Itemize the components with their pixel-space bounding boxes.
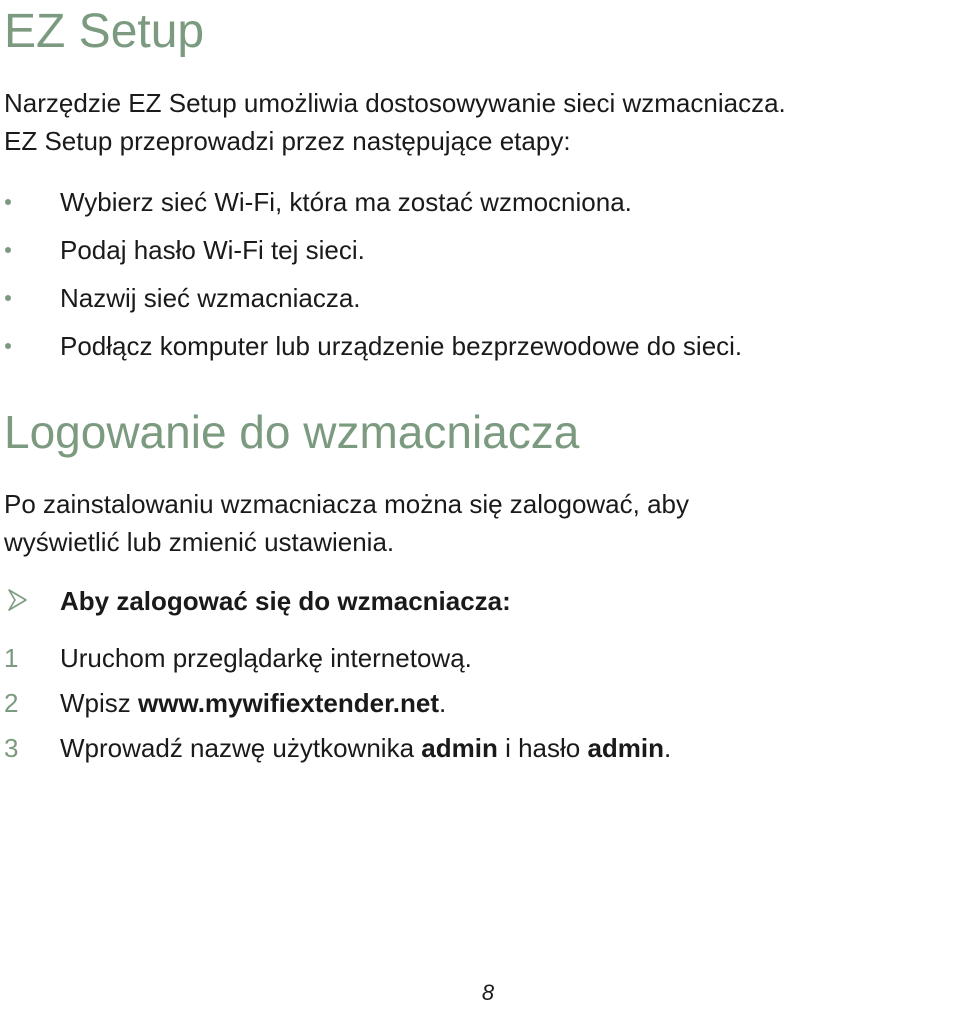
step-item bbox=[0, 681, 900, 726]
list-item-text: Wybierz sieć Wi-Fi, która ma zostać wzmocniona. bbox=[60, 187, 632, 217]
bullet-dot-icon bbox=[5, 199, 11, 205]
extender-url: www.mywifiextender.net bbox=[138, 688, 440, 718]
intro-line: Narzędzie EZ Setup umożliwia dostosowywanie sieci wzmacniacza. bbox=[4, 88, 786, 118]
step-text-prefix: Wprowadź nazwę użytkownika bbox=[60, 733, 422, 763]
step-text bbox=[60, 726, 671, 771]
password-value: admin bbox=[587, 733, 665, 763]
step-text-suffix: . bbox=[664, 733, 672, 763]
step-item bbox=[0, 636, 900, 681]
intro-line: Po zainstalowaniu wzmacniacza można się zalogować, aby bbox=[4, 489, 690, 519]
list-item-text: Podłącz komputer lub urządzenie bezprzewodowe do sieci. bbox=[60, 331, 743, 361]
step-text bbox=[60, 681, 446, 726]
procedure-heading bbox=[0, 581, 900, 621]
list-item-text: Nazwij sieć wzmacniacza. bbox=[60, 283, 361, 313]
step-text: Uruchom przeglądarkę internetową. bbox=[60, 643, 472, 673]
procedure-title: Aby zalogować się do wzmacniacza: bbox=[60, 586, 511, 616]
login-steps-list bbox=[0, 636, 900, 771]
bullet-dot-icon bbox=[5, 247, 11, 253]
section-title-login: Logowanie do wzmacniacza bbox=[4, 406, 580, 458]
arrow-right-icon bbox=[4, 587, 30, 613]
step-number: 1 bbox=[4, 643, 19, 673]
section-title-ez-setup: EZ Setup bbox=[4, 5, 205, 58]
bullet-dot-icon bbox=[5, 295, 11, 301]
step-text-prefix: Wpisz bbox=[60, 688, 138, 718]
step-number: 3 bbox=[4, 733, 19, 763]
username-value: admin bbox=[421, 733, 498, 763]
intro-line: wyświetlić lub zmienić ustawienia. bbox=[4, 527, 395, 557]
list-item-text: Podaj hasło Wi-Fi tej sieci. bbox=[60, 235, 365, 265]
intro-line: EZ Setup przeprowadzi przez następujące etapy: bbox=[4, 126, 571, 156]
step-item bbox=[0, 726, 900, 771]
login-intro bbox=[4, 485, 689, 561]
bullet-dot-icon bbox=[5, 343, 11, 349]
page-number: 8 bbox=[481, 980, 495, 1005]
step-number: 2 bbox=[4, 688, 19, 718]
step-text-suffix: . bbox=[439, 688, 447, 718]
ez-setup-intro bbox=[4, 84, 786, 160]
step-text-middle: i hasło bbox=[497, 733, 588, 763]
